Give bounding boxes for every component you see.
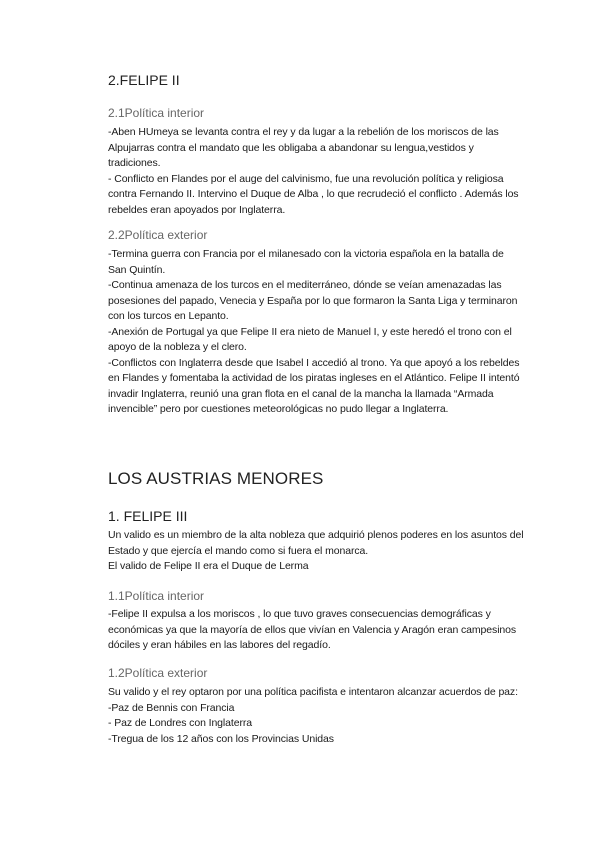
list-item: -Tregua de los 12 años con los Provincias Unidas bbox=[108, 732, 334, 745]
paragraph: -Conflictos con Inglaterra desde que Isabel I accedió al trono. Ya que apoyó a los rebeldes en Flandes y fomentaba la actividad de los piratas ingleses en el Atlántico. Felipe II intentó invadir Inglaterra, reunió una gran flota en el canal de la mancha la llamada “Armada invencible” pero por cuestiones meteorológicas no pudo llegar a Inglaterra. bbox=[108, 356, 520, 415]
list-item: -Paz de Bennis con Francia bbox=[108, 701, 235, 714]
subsection-politica-interior bbox=[108, 106, 524, 120]
subsection-politica-exterior bbox=[108, 228, 524, 242]
heading-felipe-iii: 1. FELIPE III bbox=[108, 508, 188, 524]
heading-politica-interior-2: 1.1Política interior bbox=[108, 589, 205, 603]
heading-politica-exterior: 2.2Política exterior bbox=[108, 228, 208, 242]
paragraph: -Continua amenaza de los turcos en el mediterráneo, dónde se veían amenazadas las posesiones del papado, Venecia y España por lo que formaron la Santa Liga y terminaron con los turcos en Lepanto. bbox=[108, 279, 518, 322]
paragraph: -Termina guerra con Francia por el milanesado con la victoria española en la batalla de San Quintín. bbox=[108, 248, 504, 276]
subsection-politica-exterior-2 bbox=[108, 666, 524, 680]
paragraph: - Conflicto en Flandes por el auge del calvinismo, fue una revolución política y religiosa contra Fernando II. Intervino el Duque de Alba , lo que recrudeció el conflicto . Además los rebeldes eran apoyados por Inglaterra. bbox=[108, 172, 519, 216]
politica-interior-2-text bbox=[108, 607, 524, 654]
paragraph: -Anexión de Portugal ya que Felipe II era nieto de Manuel I, y este heredó el trono con el apoyo de la nobleza y el clero. bbox=[108, 325, 512, 353]
felipe-iii-text bbox=[108, 528, 524, 575]
paragraph: -Felipe II expulsa a los moriscos , lo que tuvo graves consecuencias demográficas y económicas ya que la mayoría de ellos que vivían en Valencia y Aragón eran campesinos dóciles y eran hábiles en las labores del regadío. bbox=[108, 608, 517, 651]
section-title-austrias-menores bbox=[108, 469, 524, 489]
heading-politica-exterior-2: 1.2Política exterior bbox=[108, 666, 208, 680]
section-title-felipe-ii bbox=[108, 72, 524, 88]
heading-politica-interior: 2.1Política interior bbox=[108, 106, 205, 120]
heading-austrias-menores: LOS AUSTRIAS MENORES bbox=[108, 469, 324, 488]
politica-exterior-text bbox=[108, 247, 524, 418]
politica-interior-text bbox=[108, 125, 524, 218]
paragraph: -Aben HUmeya se levanta contra el rey y da lugar a la rebelión de los moriscos de las Alpujarras contra el mandato que les obligaba a abandonar su lengua,vestidos y tradiciones. bbox=[108, 126, 499, 169]
subsection-politica-interior-2 bbox=[108, 589, 524, 603]
paragraph: El valido de Felipe II era el Duque de Lerma bbox=[108, 560, 309, 572]
paragraph: Su valido y el rey optaron por una política pacifista e intentaron alcanzar acuerdos de paz: bbox=[108, 686, 518, 698]
politica-exterior-2-text bbox=[108, 685, 524, 747]
list-item: - Paz de Londres con Inglaterra bbox=[108, 717, 252, 729]
paragraph: Un valido es un miembro de la alta nobleza que adquirió plenos poderes en los asuntos del Estado y que ejercía el mando como si fuera el monarca. bbox=[108, 529, 524, 557]
subsection-felipe-iii bbox=[108, 508, 524, 524]
heading-felipe-ii: 2.FELIPE II bbox=[108, 72, 180, 88]
